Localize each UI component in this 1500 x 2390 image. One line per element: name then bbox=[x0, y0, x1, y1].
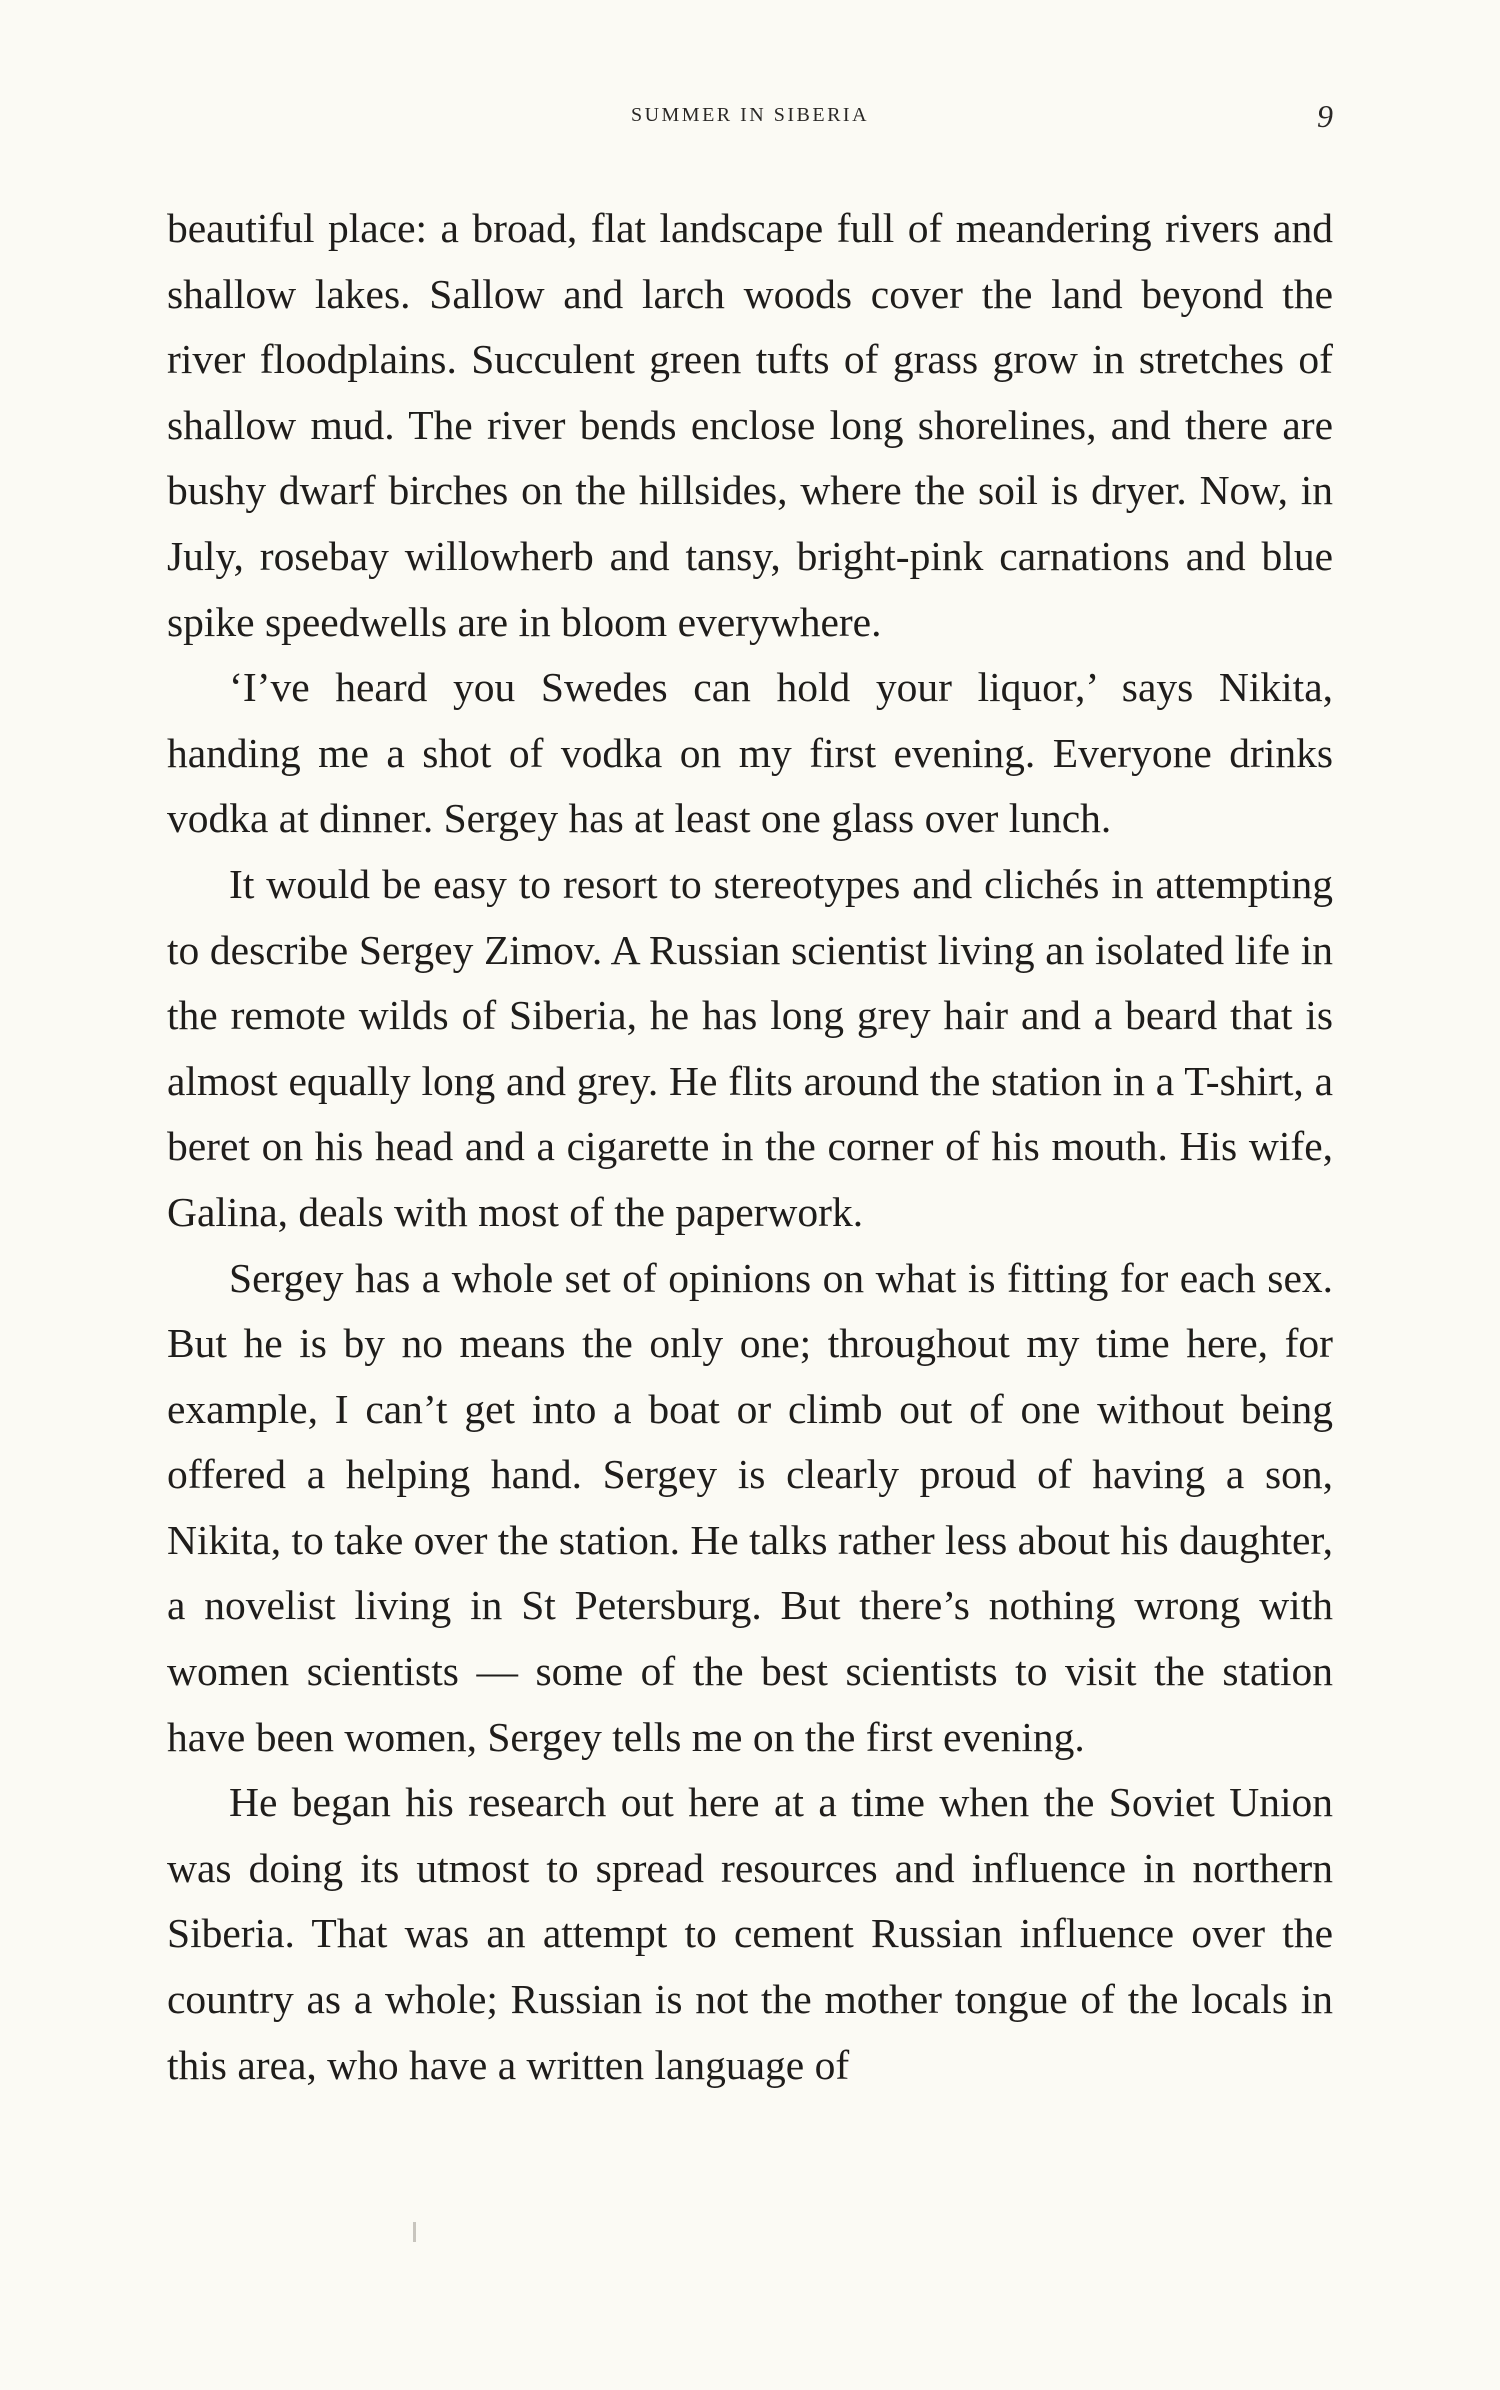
running-head-title: SUMMER IN SIBERIA bbox=[630, 104, 870, 126]
paragraph: beautiful place: a broad, flat landscape full of meandering rivers and shallow lakes. Sallow and larch woods cover the land beyond the river floodplains. Succulent green tufts of grass grow in stretches of shallow mud. The river bends enclose long shorelines, and there are bushy dwarf birches on the hillsides, where the soil is dryer. Now, in July, rosebay willowherb and tansy, bright-pink carnations and blue spike speedwells are in bloom everywhere. bbox=[167, 205, 1333, 645]
paragraph: Sergey has a whole set of opinions on what is fitting for each sex. But he is by no means the only one; throughout my time here, for example, I can’t get into a boat or climb out of one without being offered a helping hand. Sergey is clearly proud of having a son, Nikita, to take over the station. He talks rather less about his daughter, a novelist living in St Petersburg. But there’s nothing wrong with women scientists — some of the best scientists to visit the station have been women, Sergey tells me on the first evening. bbox=[167, 1254, 1333, 1760]
paragraph: It would be easy to resort to stereotypes and clichés in attempting to describe Sergey Zimov. A Russian scientist living an isolated life in the remote wilds of Siberia, he has long grey hair and a beard that is almost equally long and grey. He flits around the station in a T-shirt, a beret on his head and a cigarette in the corner of his mouth. His wife, Galina, deals with most of the paperwork. bbox=[167, 860, 1333, 1235]
body-text bbox=[167, 196, 1333, 2098]
scan-mark bbox=[413, 2222, 416, 2242]
page-number: 9 bbox=[1317, 98, 1333, 134]
running-head bbox=[0, 100, 1500, 140]
paragraph: He began his research out here at a time when the Soviet Union was doing its utmost to spread resources and influence in northern Siberia. That was an attempt to cement Russian influence over the country as a whole; Russian is not the mother tongue of the locals in this area, who have a written language of bbox=[167, 1779, 1333, 2088]
paragraph: ‘I’ve heard you Swedes can hold your liquor,’ says Nikita, handing me a shot of vodka on my first evening. Everyone drinks vodka at dinner. Sergey has at least one glass over lunch. bbox=[167, 664, 1333, 842]
